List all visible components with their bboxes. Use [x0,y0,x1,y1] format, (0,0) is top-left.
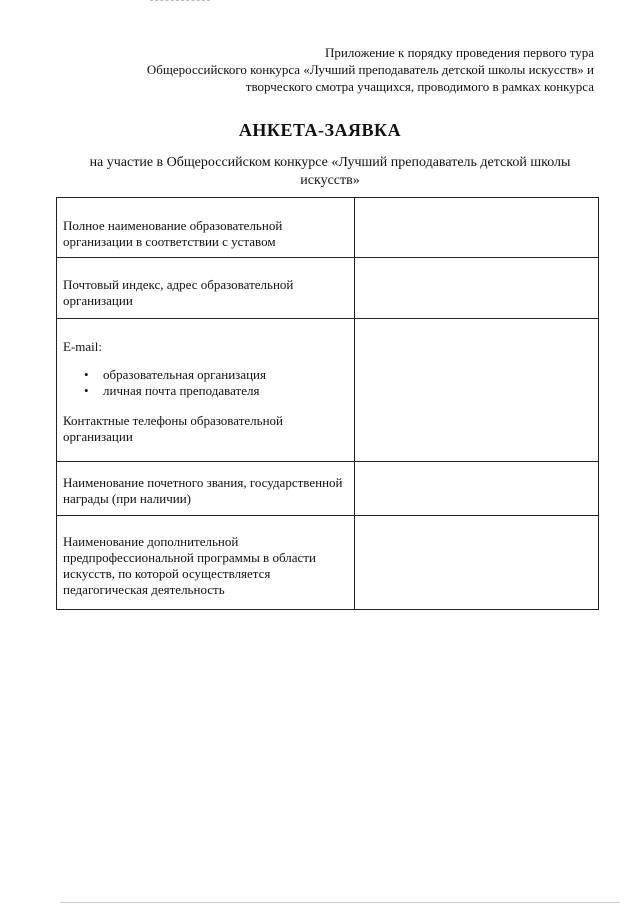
email-option-teacher: личная почта преподавателя [103,383,260,398]
table-row [57,516,599,610]
scan-artifact-bottom [60,902,620,903]
label-cell-organization-name [57,198,355,258]
application-form-table [56,197,599,610]
list-item [84,383,346,399]
table-row [57,198,599,258]
document-subtitle: на участие в Общероссийском конкурсе «Лучший преподаватель детской школы искусств» [89,155,571,188]
label-cell-honorary-title [57,462,355,516]
honorary-title-field[interactable] [355,462,599,516]
table-row [57,258,599,319]
appendix-note-line-3: творческого смотра учащихся, проводимого в рамках конкурса [245,79,594,94]
appendix-note-line-2: Общероссийского конкурса «Лучший преподаватель детской школы искусств» и [146,62,594,77]
label-cell-contacts [57,319,355,462]
appendix-note-line-1: Приложение к порядку проведения первого тура [325,45,594,60]
honorary-title-label: Наименование почетного звания, государственной награды (при наличии) [63,475,343,506]
label-cell-postal-address [57,258,355,319]
email-option-organization: образовательная организация [103,367,266,382]
organization-name-field[interactable] [355,198,599,258]
postal-address-field[interactable] [355,258,599,319]
scan-artifact-top [150,0,210,3]
bullet-icon: • [84,383,89,398]
table-row [57,319,599,462]
appendix-note [74,44,594,95]
table-row [57,462,599,516]
label-cell-program-name [57,516,355,610]
phones-label: Контактные телефоны образовательной организации [63,413,283,444]
postal-address-label: Почтовый индекс, адрес образовательной организации [63,277,294,308]
organization-name-label: Полное наименование образовательной организации в соответствии с уставом [63,218,283,249]
program-name-field[interactable] [355,516,599,610]
email-label: E-mail: [63,339,102,354]
email-options-list [63,367,346,399]
contacts-field[interactable] [355,319,599,462]
list-item [84,367,346,383]
document-title: АНКЕТА-ЗАЯВКА [238,120,402,140]
program-name-label: Наименование дополнительной предпрофессиональной программы в области искусств, по которой осуществляется педагогическая деятельность [63,534,316,597]
bullet-icon: • [84,367,89,382]
